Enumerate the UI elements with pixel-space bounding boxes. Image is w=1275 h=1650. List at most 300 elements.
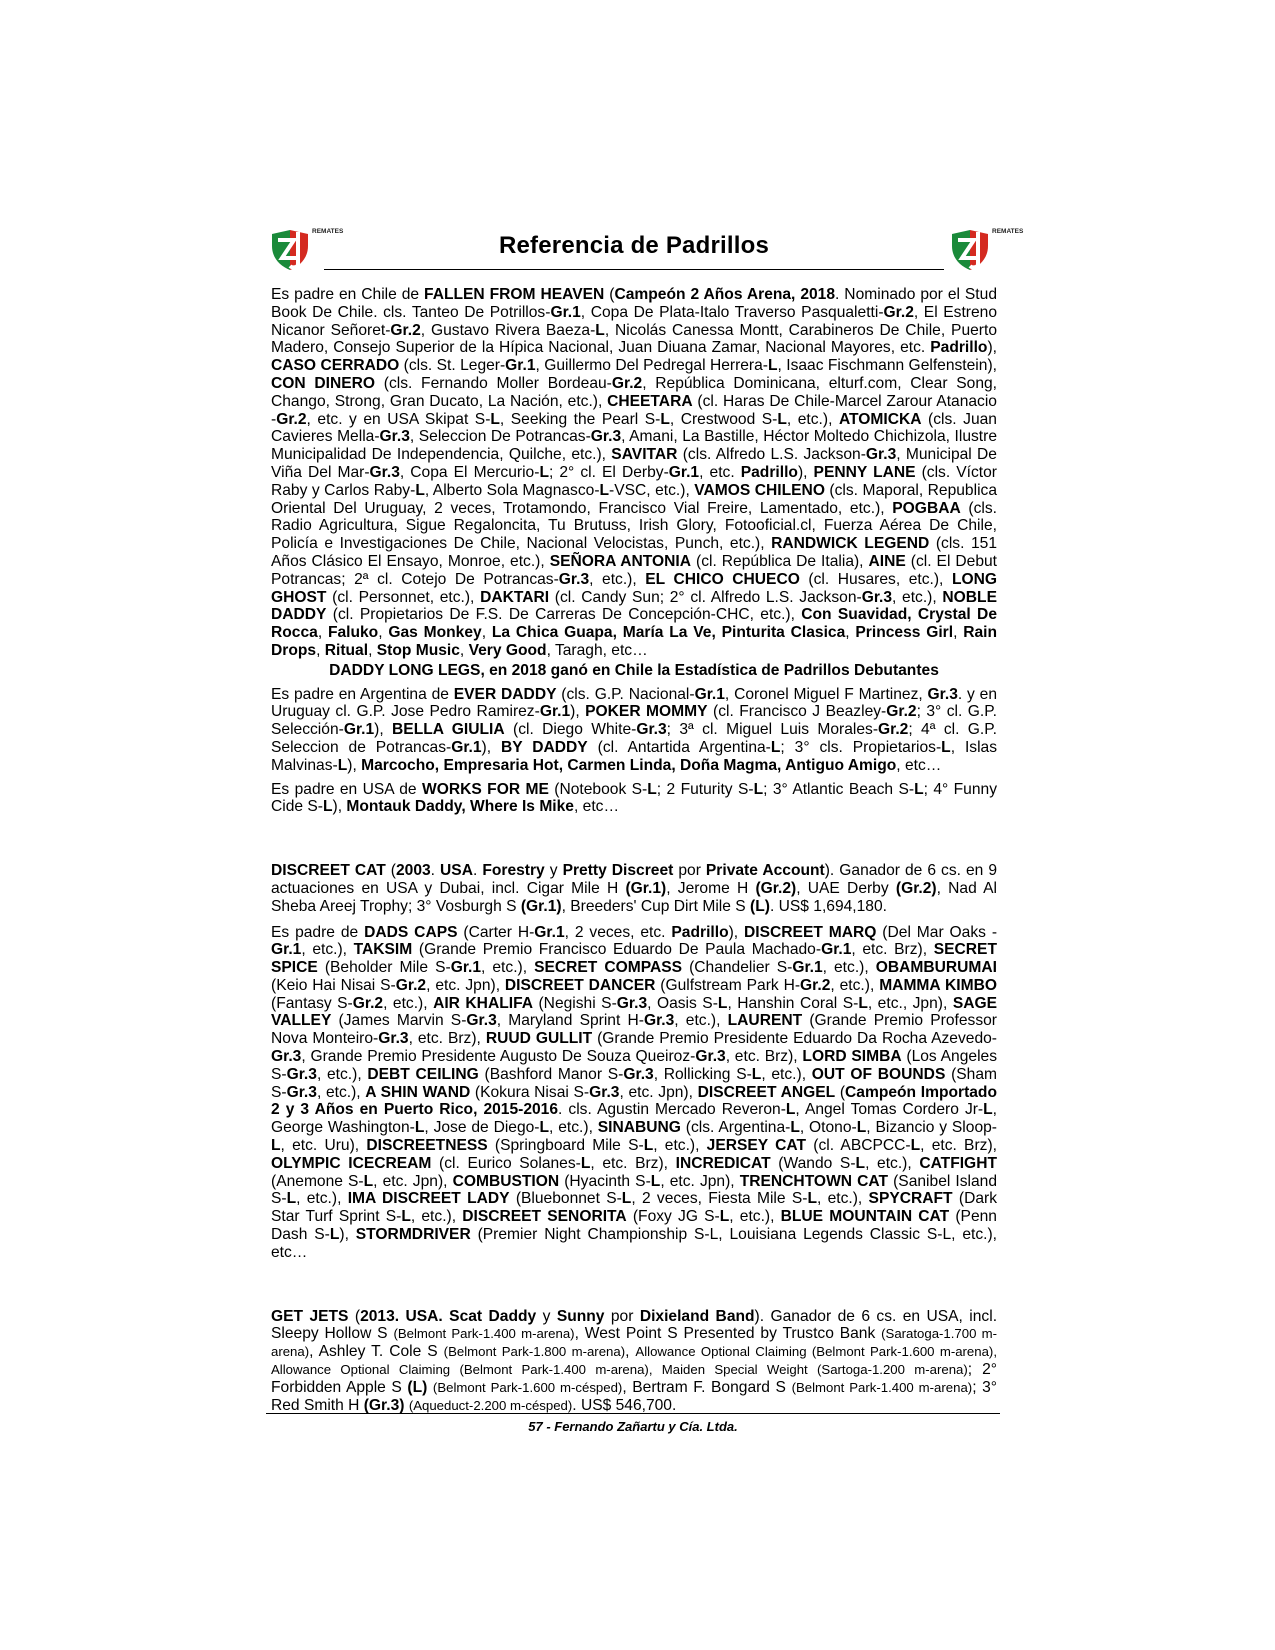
text-run: , 2 veces, Fiesta Mile S- — [631, 1190, 808, 1208]
bold-run: Gr.3 — [695, 1048, 726, 1066]
text-run: , Otono- — [799, 1119, 857, 1137]
text-run: , Seeking the Pearl S- — [499, 410, 661, 428]
bold-run: L — [647, 780, 657, 798]
bold-run: TRENCHTOWN CAT — [739, 1172, 889, 1190]
bold-run: DISCREET CAT — [271, 862, 386, 880]
bold-run: Gr.3 — [623, 1065, 654, 1083]
text-run: , Grande Premio Presidente Augusto De Souza Queiroz- — [301, 1048, 696, 1066]
bold-run: Montauk Daddy, Where Is Mike — [346, 798, 574, 816]
text-run: , etc… — [896, 756, 942, 774]
text-run: y — [536, 1307, 557, 1325]
text-run: . — [430, 862, 441, 880]
text-run: , Nicolás Canessa Montt, Carabineros De Chile, Puerto Madero, Consejo Superior de la Hípica Nacional, Juan Diuana Zamar, Nacional Mayores, etc. — [271, 321, 997, 357]
bold-run: L — [858, 994, 868, 1012]
text-run: , etc.), — [316, 1083, 366, 1101]
daddy-chile-paragraph — [271, 286, 997, 660]
text-run: , Hanshin Coral S- — [727, 994, 859, 1012]
text-run: , Jerome H — [666, 879, 756, 897]
bold-run: L — [337, 756, 348, 774]
bold-run: NOBLE DADDY — [271, 588, 997, 624]
bold-run: L — [490, 410, 500, 428]
text-run: (Keio Hai Nisai S- — [271, 976, 396, 994]
text-run: . y en Uruguay cl. G.P. Jose Pedro Ramirez- — [271, 685, 997, 721]
text-run: , — [953, 624, 964, 642]
text-run: , etc… — [573, 798, 620, 816]
text-run: , Breeders' Cup Dirt Mile S — [561, 897, 751, 915]
text-run: (Los Angeles S- — [271, 1048, 997, 1083]
bold-run: Ritual — [324, 641, 369, 659]
bold-run: Gr.3 — [379, 428, 410, 446]
bold-run: Gr.2 — [611, 374, 643, 392]
bold-run: IMA DISCREET LADY — [347, 1190, 510, 1208]
text-run: (cl. Haras De Chile-Marcel Zarour Atanacio - — [271, 392, 997, 428]
bold-run: JERSEY CAT — [706, 1137, 807, 1155]
text-run: (Premier Night Championship S- — [470, 1226, 710, 1244]
text-run: (cl. Eurico Solanes- — [431, 1154, 581, 1172]
text-run: , Coronel Miguel F Martinez, — [724, 685, 928, 703]
bold-run: L — [777, 410, 787, 428]
bold-run: DADS CAPS — [364, 923, 458, 941]
text-run: ; 2° Forbidden Apple S — [271, 1361, 997, 1396]
bold-run: INCREDICAT — [675, 1154, 771, 1172]
text-run: (Saratoga-1.700 m-arena) — [271, 1326, 997, 1360]
text-run: , República Dominicana, elturf.com, Clear Song, Chango, Strong, Gran Ducato, La Nación, etc.), — [271, 374, 997, 410]
discreet-cat-progeny — [271, 924, 997, 1262]
bold-run: Princess Girl — [855, 624, 954, 642]
text-run: ; 3° cl. G.P. Selección- — [271, 703, 997, 739]
text-run: , etc. Brz), — [920, 1137, 997, 1155]
text-run: , etc.), — [830, 976, 880, 994]
bold-run: DEBT CEILING — [367, 1065, 479, 1083]
bold-run: L — [599, 481, 610, 499]
bold-run: Gr.1 — [271, 941, 302, 959]
bold-run: USA — [440, 862, 473, 880]
bold-run: Gr.1 — [539, 703, 571, 721]
footer-rule — [266, 1413, 1000, 1414]
text-run: (cls. 151 Años Clásico El Ensayo, Monroe, etc.), — [271, 535, 997, 570]
logo-shield-icon — [268, 226, 312, 272]
bold-run: L — [363, 1172, 374, 1190]
text-run: L — [942, 1226, 952, 1244]
text-run: , Isaac Fischmann Gelfenstein), — [777, 357, 997, 375]
text-run: , — [316, 641, 325, 659]
text-run: (Foxy JG S- — [626, 1208, 720, 1226]
text-run: (cl. Candy Sun; 2° cl. Alfredo L.S. Jackson- — [549, 588, 862, 606]
text-run: . US$ 546,700. — [572, 1396, 677, 1414]
bold-run: Gr.3 — [378, 1030, 409, 1048]
text-run: ; 2° cl. El Derby- — [548, 463, 669, 481]
bold-run: PENNY LANE — [813, 463, 916, 481]
bold-run: Gr.3 — [271, 1048, 302, 1066]
text-run: , Nad Al Sheba Areej Trophy; 3° Vosburgh S — [271, 879, 997, 915]
bold-run: L — [595, 321, 605, 339]
bold-run: Gr.3 — [643, 1012, 675, 1030]
header-rule — [324, 269, 944, 270]
text-run: , etc.), — [296, 1190, 348, 1208]
bold-run: Faluko — [327, 624, 379, 642]
text-run: ). Ganador de 6 cs. en 9 actuaciones en USA y Dubai, incl. Cigar Mile H — [271, 862, 997, 897]
text-run: ), — [481, 738, 501, 756]
text-run: , — [459, 641, 469, 659]
bold-run: L — [660, 410, 670, 428]
bold-run: L — [643, 1137, 654, 1155]
text-run: , etc.), — [549, 1119, 598, 1137]
text-run: , etc.), — [674, 1012, 728, 1030]
text-run: , Municipal De Viña Del Mar- — [271, 446, 997, 481]
bold-run: SECRET SPICE — [271, 941, 997, 977]
text-run: (Chandelier S- — [682, 959, 793, 977]
bold-run: L — [539, 1119, 550, 1137]
bold-run: Gas Monkey — [388, 624, 482, 642]
bold-run: Private Account — [705, 862, 825, 880]
text-run: Es padre en Argentina de — [271, 685, 454, 703]
bold-run: Gr.3 — [466, 1012, 497, 1030]
text-run: (cl. Husares, etc.), — [799, 570, 952, 588]
bold-run: Campeón Importado 2 y 3 Años en Puerto Rico, 2015-2016 — [271, 1083, 997, 1119]
logo-text: REMATES — [992, 228, 1024, 235]
text-run: (Penn Dash S- — [271, 1208, 997, 1244]
text-run: Es padre en USA de — [271, 780, 422, 798]
bold-run: (Gr.2) — [895, 879, 937, 897]
text-run: , etc.), — [816, 1190, 869, 1208]
text-run: , etc.), — [410, 1208, 463, 1226]
section-gap — [271, 816, 997, 862]
text-run: (Anemone S- — [271, 1172, 364, 1190]
text-run: ). Ganador de 6 cs. en USA, incl. Sleepy Hollow S — [271, 1307, 998, 1343]
page-title: Referencia de Padrillos — [498, 232, 770, 259]
bold-run: L — [580, 1154, 591, 1172]
bold-run: Very Good — [468, 641, 547, 659]
text-run: ), — [332, 798, 347, 816]
text-run: ( — [835, 1083, 846, 1101]
text-run: , — [368, 641, 377, 659]
bold-run: Gr.3 — [286, 1083, 317, 1101]
bold-run: Gr.3 — [861, 588, 893, 606]
bold-run: L — [855, 1154, 866, 1172]
bold-run: L — [807, 1190, 817, 1208]
bold-run: SAGE VALLEY — [271, 994, 998, 1030]
text-run: . cls. Agustin Mercado Reveron- — [558, 1101, 786, 1119]
bold-run: 2013. USA. Scat Daddy — [360, 1307, 537, 1325]
text-run: , Jose de Diego- — [424, 1119, 540, 1137]
text-run: , etc.), etc… — [271, 1226, 998, 1261]
text-run: (Grande Premio Professor Nova Monteiro- — [271, 1012, 997, 1048]
bold-run: DISCREET SENORITA — [462, 1208, 627, 1226]
text-run: , Copa El Mercurio- — [399, 463, 540, 481]
bold-run: Dixieland Band — [639, 1307, 755, 1325]
text-run: , El Estreno Nicanor Señoret- — [271, 303, 998, 339]
bold-run: ATOMICKA — [838, 410, 922, 428]
bold-run: Gr.3 — [369, 463, 400, 481]
text-run: , etc. Jpn), — [619, 1083, 698, 1101]
text-run: ; 3° Red Smith H — [271, 1378, 998, 1414]
bold-run: Gr.1 — [534, 923, 565, 941]
text-run: , Islas Malvinas- — [271, 738, 998, 774]
text-run: (cl. Personnet, etc.), — [326, 588, 481, 606]
text-run: (cl. Antartida Argentina- — [587, 738, 771, 756]
bold-run: DAKTARI — [480, 588, 550, 606]
bold-run: (Gr.1) — [625, 879, 667, 897]
text-run: , etc. Brz), — [408, 1030, 486, 1048]
bold-run: MAMMA KIMBO — [879, 976, 997, 994]
text-run: (cl. Propietarios De F.S. De Carreras De Concepción-CHC, etc.), — [326, 606, 802, 624]
text-run: , Bizancio y Sloop- — [866, 1119, 997, 1137]
bold-run: OLYMPIC ICECREAM — [271, 1154, 432, 1172]
text-run: , UAE Derby — [796, 879, 896, 897]
bold-run: Con Suavidad, Crystal De Rocca — [271, 606, 997, 642]
bold-run: L — [286, 1190, 297, 1208]
text-run: ), — [987, 339, 997, 357]
text-run: (cls. Argentina- — [680, 1119, 791, 1137]
bold-run: Stop Music — [376, 641, 460, 659]
bold-run: Gr.1 — [668, 463, 700, 481]
text-run: (Sanibel Island S- — [271, 1172, 998, 1208]
text-run: (Bluebonnet S- — [509, 1190, 622, 1208]
bold-run: SPYCRAFT — [868, 1190, 953, 1208]
bold-run: SECRET COMPASS — [534, 959, 683, 977]
bold-run: LONG GHOST — [271, 570, 997, 606]
bold-run: (L) — [407, 1378, 428, 1396]
bold-run: SEÑORA ANTONIA — [549, 552, 692, 570]
text-run: ), — [570, 703, 586, 721]
bold-run: VAMOS CHILENO — [694, 481, 825, 499]
text-run: , Maryland Sprint H- — [496, 1012, 644, 1030]
bold-run: L — [650, 1172, 661, 1190]
text-run: , Crestwood S- — [669, 410, 778, 428]
get-jets-paragraph — [271, 1308, 997, 1415]
bold-run: DISCREET DANCER — [504, 976, 656, 994]
text-run: , etc.), — [383, 994, 434, 1012]
text-run: (cls. Fernando Moller Bordeau- — [375, 374, 612, 392]
text-run: (cls. Alfredo L.S. Jackson- — [677, 446, 866, 464]
bold-run: OUT OF BOUNDS — [811, 1065, 946, 1083]
text-run: (Carter H- — [457, 923, 535, 941]
page-footer: 57 - Fernando Zañartu y Cía. Ltda. — [528, 1419, 738, 1434]
bold-run: Gr.3 — [865, 446, 897, 464]
bold-run: L — [856, 1119, 867, 1137]
bold-run: L — [753, 780, 764, 798]
bold-run: L — [914, 780, 924, 798]
text-run: por — [673, 862, 706, 880]
bold-run: Padrillo — [740, 463, 798, 481]
text-run: (cl. Diego White- — [504, 721, 637, 739]
text-run: , — [481, 624, 492, 642]
bold-run: (Gr.1) — [520, 897, 562, 915]
text-run: , West Point S Presented by Trustco Bank — [574, 1325, 882, 1343]
text-run: (Springboard Mile S- — [487, 1137, 644, 1155]
bold-run: L — [770, 738, 781, 756]
bold-run: L — [271, 1137, 281, 1155]
bold-run: CHEETARA — [607, 392, 693, 410]
text-run: , 2 veces, etc. — [564, 923, 672, 941]
text-run: , Louisiana Legends Classic S- — [718, 1226, 943, 1244]
daddy-argentina-paragraph — [271, 686, 997, 775]
bold-run: BLUE MOUNTAIN CAT — [780, 1208, 950, 1226]
bold-run: STORMDRIVER — [355, 1226, 471, 1244]
bold-run: L — [910, 1137, 921, 1155]
text-run: (Grande Premio Francisco Eduardo De Paula Machado- — [412, 941, 822, 959]
text-run: (Belmont Park-1.400 m-arena) — [791, 1379, 973, 1395]
bold-run: Gr.2 — [395, 976, 427, 994]
text-run: (cls. Víctor Raby y Carlos Raby- — [271, 463, 997, 499]
text-run: (Belmont Park-1.800 m-arena) — [443, 1344, 626, 1360]
bold-run: 2003 — [395, 862, 431, 880]
text-run: Es padre en Chile de — [271, 286, 425, 303]
text-run: , etc. Jpn), — [660, 1172, 740, 1190]
bold-run: (Gr.2) — [755, 879, 797, 897]
bold-run: OBAMBURUMAI — [875, 959, 997, 977]
text-run: ( — [348, 1307, 361, 1325]
bold-run: L — [539, 463, 549, 481]
text-run: (Del Mar Oaks - — [876, 923, 998, 941]
bold-run: Gr.1 — [550, 303, 581, 321]
text-run: , — [845, 624, 856, 642]
text-run: (Kokura Nisai S- — [470, 1083, 590, 1101]
bold-run: Gr.1 — [450, 959, 482, 977]
text-run: , etc.), — [316, 1065, 368, 1083]
bold-run: GET JETS — [271, 1307, 349, 1325]
bold-run: Gr.2 — [878, 721, 909, 739]
text-run: , Ashley T. Cole S — [309, 1343, 444, 1361]
text-run: (cls. St. Leger- — [399, 357, 506, 375]
text-run: , etc.), — [729, 1208, 781, 1226]
bold-run: L — [790, 1119, 800, 1137]
bold-run: Marcocho, Empresaria Hot, Carmen Linda, Doña Magma, Antiguo Amigo — [361, 756, 897, 774]
text-run: , etc.), — [822, 959, 876, 977]
logo-shield-icon — [948, 226, 992, 272]
text-run: , — [317, 624, 328, 642]
bold-run: L — [751, 1065, 762, 1083]
text-run: ), — [339, 1226, 356, 1244]
text-run: (cls. Radio Agricultura, Sigue Regaloncita, Tu Brutuss, Irish Glory, Fotooficial.cl, Fuerza Aérea De Chile, Policía e Investigaciones De Chile, Nacional Velocistas, Punch, etc.), — [271, 499, 997, 553]
text-run: (Wando S- — [770, 1154, 856, 1172]
bold-run: La Chica Guapa, María La Ve, Pinturita Clasica — [491, 624, 846, 642]
bold-run: RANDWICK LEGEND — [771, 535, 930, 553]
bold-run: (L) — [750, 897, 770, 915]
text-run: (Bashford Manor S- — [478, 1065, 624, 1083]
bold-run: COMBUSTION — [452, 1172, 560, 1190]
bold-run: RUUD GULLIT — [485, 1030, 593, 1048]
text-run: , etc.), — [481, 959, 535, 977]
text-run: Es padre de — [271, 923, 365, 941]
text-run: , etc. Brz), — [851, 941, 934, 959]
text-run: ; 3° Atlantic Beach S- — [763, 780, 915, 798]
bold-run: L — [983, 1101, 993, 1119]
stat-highlight: DADDY LONG LEGS, en 2018 ganó en Chile la Estadística de Padrillos Debutantes — [329, 661, 939, 679]
text-run: (cl. El Debut Potrancas; 2ª cl. Cotejo De Potrancas- — [271, 552, 998, 588]
bold-run: LAURENT — [727, 1012, 803, 1030]
text-run: por — [604, 1307, 640, 1325]
text-run: , George Washington- — [271, 1101, 997, 1137]
bold-run: Gr.3 — [927, 685, 958, 703]
text-run: (cl. República De Italia), — [691, 552, 869, 570]
bold-run: L — [621, 1190, 632, 1208]
text-run: (cls. Juan Cavieres Mella- — [271, 410, 997, 446]
text-run: y — [544, 862, 563, 880]
text-run: ; 4° Funny Cide S- — [271, 780, 997, 816]
bold-run: L — [323, 798, 333, 816]
text-run: (Notebook S- — [548, 780, 648, 798]
bold-run: L — [785, 1101, 796, 1119]
bold-run: Gr.2 — [276, 410, 307, 428]
text-run: , Angel Tomas Cordero Jr- — [795, 1101, 984, 1119]
bold-run: DISCREET MARQ — [744, 923, 877, 941]
text-run: , Seleccion De Potrancas- — [409, 428, 591, 446]
text-run: , etc. Brz), — [725, 1048, 803, 1066]
text-run: , etc. Jpn), — [373, 1172, 453, 1190]
bold-run: SAVITAR — [611, 446, 678, 464]
bold-run: DISCREETNESS — [366, 1137, 488, 1155]
bold-run: Gr.3 — [636, 721, 667, 739]
text-run: , Guillermo Del Pedregal Herrera- — [535, 357, 768, 375]
text-run: . Nominado por el Stud Book De Chile. cls. Tanteo De Potrillos- — [271, 286, 997, 321]
text-run: , etc.), — [892, 588, 943, 606]
bold-run: L — [414, 1119, 425, 1137]
bold-run: Rain Drops — [271, 624, 998, 659]
discreet-cat-intro — [271, 862, 997, 915]
bold-run: Campeón 2 Años Arena, 2018 — [614, 286, 836, 303]
bold-run: BY DADDY — [500, 738, 588, 756]
bold-run: TAKSIM — [353, 941, 413, 959]
bold-run: Gr.3 — [286, 1065, 317, 1083]
bold-run: Gr.3 — [616, 994, 648, 1012]
text-run: , etc. — [699, 463, 741, 481]
bold-run: CASO CERRADO — [271, 357, 400, 375]
bold-run: DISCREET ANGEL — [697, 1083, 836, 1101]
text-run: Allowance Optional Claiming (Belmont Park-1.600 m-arena), Allowance Optional Claiming (Belmont Park-1.400 m-arena), Maiden Special Weight (Sartoga-1.200 m-arena) — [271, 1344, 997, 1378]
text-run: (Aqueduct-2.200 m-césped) — [408, 1397, 573, 1413]
text-run: (cls. G.P. Nacional- — [556, 685, 695, 703]
bold-run: L — [415, 481, 425, 499]
text-run: -VSC, etc.), — [609, 481, 695, 499]
text-run: . US$ 1,694,180. — [769, 897, 887, 915]
text-run: , Bertram F. Bongard S — [622, 1378, 792, 1396]
bold-run: AINE — [868, 552, 906, 570]
text-run: , etc.), — [786, 410, 839, 428]
bold-run: A SHIN WAND — [365, 1083, 471, 1101]
bold-run: L — [768, 357, 778, 375]
text-run: ), — [797, 463, 814, 481]
text-run: , — [378, 624, 389, 642]
text-run: , Alberto Sola Magnasco- — [424, 481, 600, 499]
text-run: , etc. Jpn), — [426, 976, 505, 994]
page-header — [268, 226, 1024, 274]
bold-run: EL CHICO CHUECO — [645, 570, 800, 588]
bold-run: Gr.1 — [451, 738, 482, 756]
bold-run: LORD SIMBA — [802, 1048, 902, 1066]
text-run: (Belmont Park-1.400 m-arena) — [393, 1326, 575, 1342]
bold-run: SINABUNG — [597, 1119, 681, 1137]
bold-run: Gr.1 — [505, 357, 536, 375]
bold-run: Forestry — [482, 862, 545, 880]
bold-run: BELLA GIULIA — [392, 721, 505, 739]
bold-run: CON DINERO — [271, 374, 376, 392]
logo-text: REMATES — [312, 228, 344, 235]
bold-run: WORKS FOR ME — [422, 780, 549, 798]
text-run: , etc. y en USA Skipat S- — [306, 410, 491, 428]
bold-run: EVER DADDY — [453, 685, 557, 703]
text-run: . — [472, 862, 483, 880]
bold-run: Gr.2 — [886, 703, 917, 721]
bold-run: Gr.1 — [792, 959, 823, 977]
daddy-usa-paragraph — [271, 781, 997, 817]
bold-run: Gr.3 — [589, 1083, 620, 1101]
text-run: ( — [385, 862, 396, 880]
text-run: (Beholder Mile S- — [317, 959, 451, 977]
bold-run: L — [941, 738, 951, 756]
text-run: ; 3ª cl. Miguel Luis Morales- — [666, 721, 879, 739]
text-run: ), — [374, 721, 393, 739]
